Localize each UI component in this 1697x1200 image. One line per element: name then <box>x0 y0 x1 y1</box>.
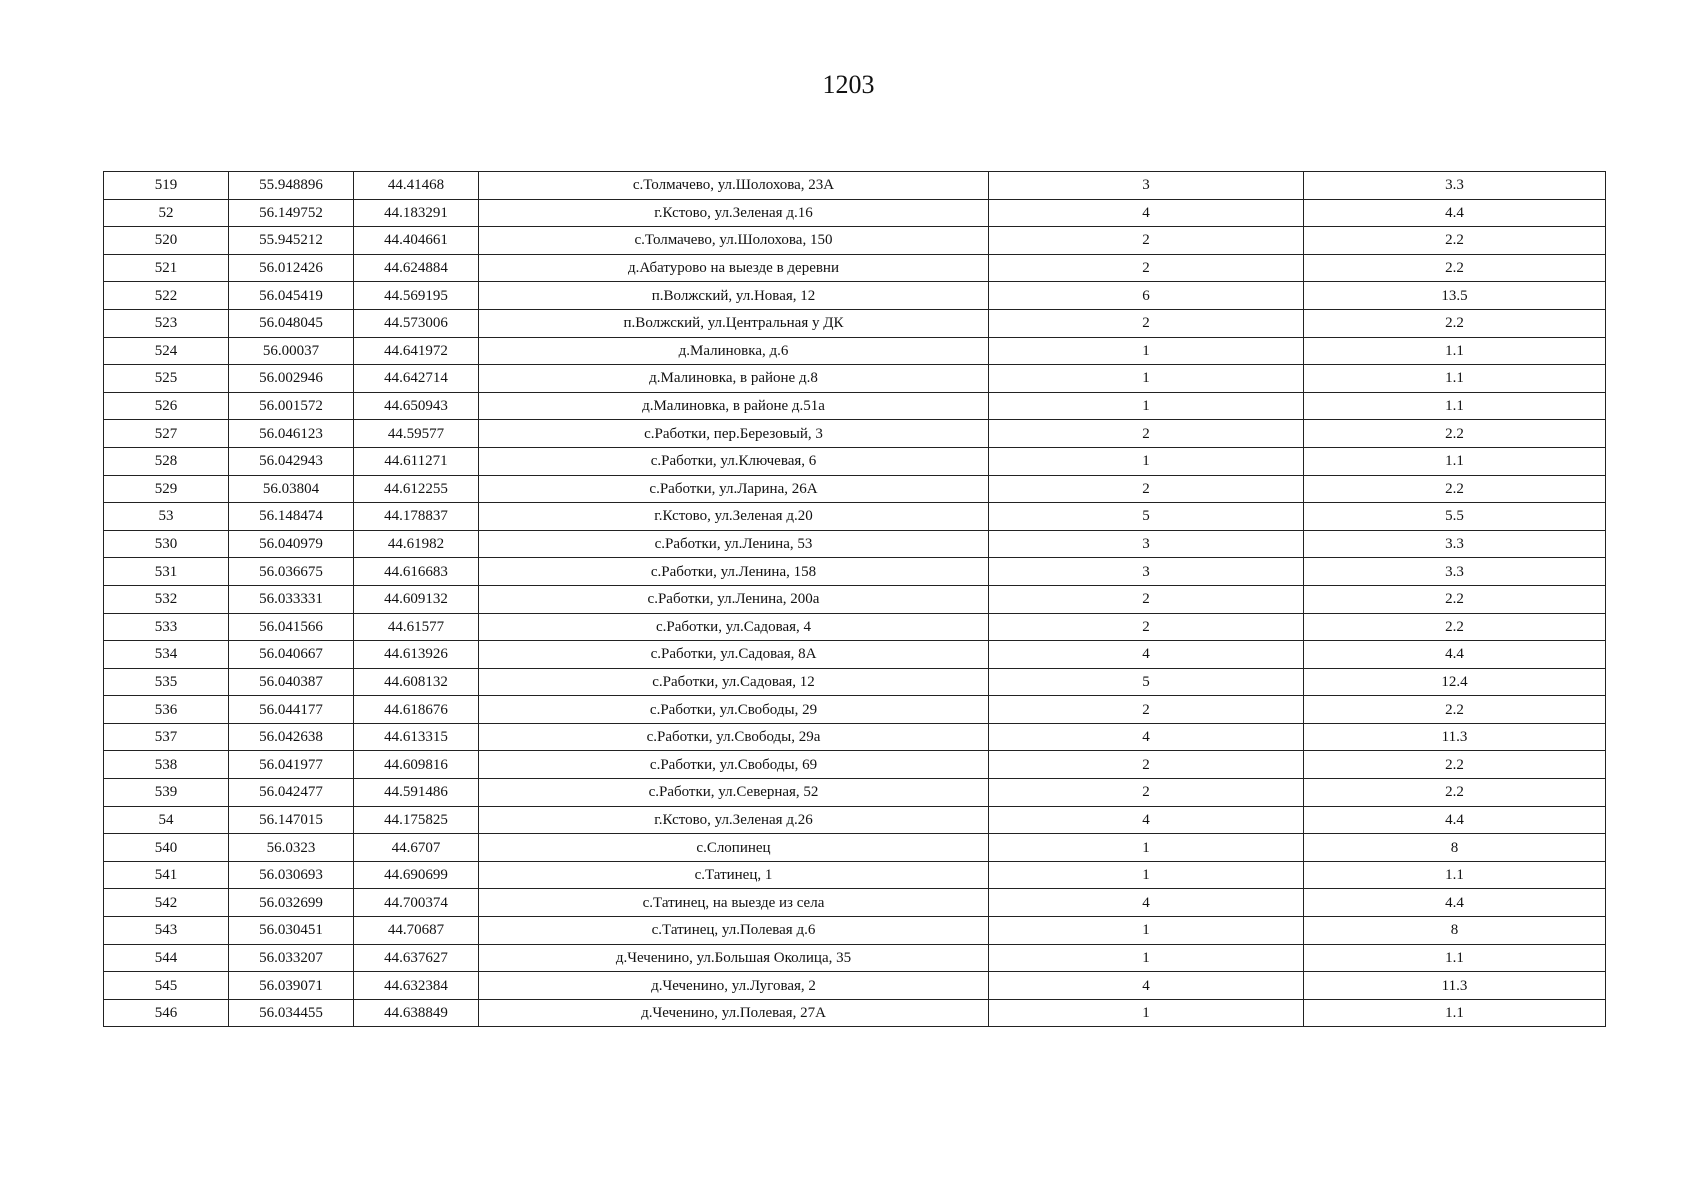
latitude-cell: 56.046123 <box>229 420 354 448</box>
count-cell: 1 <box>989 999 1304 1027</box>
address-cell: с.Работки, ул.Ленина, 158 <box>479 558 989 586</box>
count-cell: 3 <box>989 172 1304 200</box>
address-cell: д.Абатурово на выезде в деревни <box>479 254 989 282</box>
longitude-cell: 44.637627 <box>354 944 479 972</box>
latitude-cell: 56.040387 <box>229 668 354 696</box>
address-cell: г.Кстово, ул.Зеленая д.20 <box>479 503 989 531</box>
longitude-cell: 44.624884 <box>354 254 479 282</box>
row-number-cell: 531 <box>104 558 229 586</box>
longitude-cell: 44.690699 <box>354 861 479 889</box>
row-number-cell: 542 <box>104 889 229 917</box>
row-number-cell: 526 <box>104 392 229 420</box>
longitude-cell: 44.183291 <box>354 199 479 227</box>
row-number-cell: 520 <box>104 227 229 255</box>
row-number-cell: 538 <box>104 751 229 779</box>
latitude-cell: 56.045419 <box>229 282 354 310</box>
table-row <box>104 365 1606 393</box>
table-row <box>104 420 1606 448</box>
address-cell: д.Чеченино, ул.Луговая, 2 <box>479 972 989 1000</box>
address-cell: г.Кстово, ул.Зеленая д.26 <box>479 806 989 834</box>
table-row <box>104 227 1606 255</box>
volume-cell: 1.1 <box>1304 392 1606 420</box>
count-cell: 2 <box>989 613 1304 641</box>
count-cell: 1 <box>989 365 1304 393</box>
volume-cell: 4.4 <box>1304 889 1606 917</box>
count-cell: 4 <box>989 641 1304 669</box>
latitude-cell: 56.033331 <box>229 585 354 613</box>
count-cell: 3 <box>989 558 1304 586</box>
latitude-cell: 56.033207 <box>229 944 354 972</box>
table-row <box>104 172 1606 200</box>
table-row <box>104 779 1606 807</box>
longitude-cell: 44.178837 <box>354 503 479 531</box>
table-row <box>104 723 1606 751</box>
count-cell: 1 <box>989 861 1304 889</box>
volume-cell: 2.2 <box>1304 751 1606 779</box>
count-cell: 1 <box>989 337 1304 365</box>
table-row <box>104 641 1606 669</box>
count-cell: 1 <box>989 944 1304 972</box>
latitude-cell: 56.03804 <box>229 475 354 503</box>
latitude-cell: 56.048045 <box>229 309 354 337</box>
longitude-cell: 44.6707 <box>354 834 479 862</box>
latitude-cell: 55.945212 <box>229 227 354 255</box>
latitude-cell: 56.039071 <box>229 972 354 1000</box>
latitude-cell: 56.00037 <box>229 337 354 365</box>
table-row <box>104 503 1606 531</box>
count-cell: 4 <box>989 889 1304 917</box>
table-row <box>104 972 1606 1000</box>
address-cell: с.Работки, ул.Садовая, 12 <box>479 668 989 696</box>
latitude-cell: 56.040979 <box>229 530 354 558</box>
longitude-cell: 44.641972 <box>354 337 479 365</box>
row-number-cell: 529 <box>104 475 229 503</box>
count-cell: 5 <box>989 503 1304 531</box>
longitude-cell: 44.591486 <box>354 779 479 807</box>
count-cell: 5 <box>989 668 1304 696</box>
longitude-cell: 44.569195 <box>354 282 479 310</box>
volume-cell: 1.1 <box>1304 447 1606 475</box>
volume-cell: 2.2 <box>1304 227 1606 255</box>
longitude-cell: 44.70687 <box>354 917 479 945</box>
row-number-cell: 522 <box>104 282 229 310</box>
address-cell: с.Татинец, на выезде из села <box>479 889 989 917</box>
latitude-cell: 56.030693 <box>229 861 354 889</box>
row-number-cell: 528 <box>104 447 229 475</box>
address-cell: с.Работки, ул.Свободы, 69 <box>479 751 989 779</box>
address-cell: с.Работки, ул.Садовая, 4 <box>479 613 989 641</box>
longitude-cell: 44.632384 <box>354 972 479 1000</box>
volume-cell: 5.5 <box>1304 503 1606 531</box>
row-number-cell: 525 <box>104 365 229 393</box>
table-body <box>104 172 1606 1027</box>
longitude-cell: 44.616683 <box>354 558 479 586</box>
address-cell: д.Малиновка, д.6 <box>479 337 989 365</box>
latitude-cell: 56.041977 <box>229 751 354 779</box>
address-cell: с.Работки, ул.Северная, 52 <box>479 779 989 807</box>
volume-cell: 3.3 <box>1304 558 1606 586</box>
volume-cell: 2.2 <box>1304 585 1606 613</box>
row-number-cell: 53 <box>104 503 229 531</box>
address-cell: с.Работки, ул.Ключевая, 6 <box>479 447 989 475</box>
table-row <box>104 392 1606 420</box>
longitude-cell: 44.41468 <box>354 172 479 200</box>
address-cell: д.Малиновка, в районе д.51а <box>479 392 989 420</box>
row-number-cell: 52 <box>104 199 229 227</box>
table-row <box>104 199 1606 227</box>
data-table <box>103 171 1606 1027</box>
latitude-cell: 56.040667 <box>229 641 354 669</box>
latitude-cell: 56.148474 <box>229 503 354 531</box>
count-cell: 2 <box>989 309 1304 337</box>
latitude-cell: 56.149752 <box>229 199 354 227</box>
row-number-cell: 537 <box>104 723 229 751</box>
count-cell: 1 <box>989 917 1304 945</box>
latitude-cell: 56.042477 <box>229 779 354 807</box>
longitude-cell: 44.638849 <box>354 999 479 1027</box>
volume-cell: 4.4 <box>1304 199 1606 227</box>
table-row <box>104 861 1606 889</box>
table-row <box>104 585 1606 613</box>
count-cell: 3 <box>989 530 1304 558</box>
volume-cell: 11.3 <box>1304 972 1606 1000</box>
table-row <box>104 806 1606 834</box>
address-cell: с.Толмачево, ул.Шолохова, 23А <box>479 172 989 200</box>
row-number-cell: 532 <box>104 585 229 613</box>
count-cell: 4 <box>989 972 1304 1000</box>
address-cell: д.Чеченино, ул.Большая Околица, 35 <box>479 944 989 972</box>
count-cell: 2 <box>989 227 1304 255</box>
latitude-cell: 56.147015 <box>229 806 354 834</box>
table-row <box>104 668 1606 696</box>
row-number-cell: 523 <box>104 309 229 337</box>
count-cell: 2 <box>989 696 1304 724</box>
table-row <box>104 530 1606 558</box>
page-number: 1203 <box>822 70 875 99</box>
row-number-cell: 539 <box>104 779 229 807</box>
longitude-cell: 44.609816 <box>354 751 479 779</box>
table-row <box>104 751 1606 779</box>
row-number-cell: 534 <box>104 641 229 669</box>
volume-cell: 2.2 <box>1304 779 1606 807</box>
count-cell: 2 <box>989 254 1304 282</box>
table-row <box>104 889 1606 917</box>
table-row <box>104 558 1606 586</box>
table-row <box>104 999 1606 1027</box>
address-cell: с.Работки, пер.Березовый, 3 <box>479 420 989 448</box>
longitude-cell: 44.61982 <box>354 530 479 558</box>
volume-cell: 13.5 <box>1304 282 1606 310</box>
address-cell: п.Волжский, ул.Новая, 12 <box>479 282 989 310</box>
volume-cell: 2.2 <box>1304 254 1606 282</box>
table-row <box>104 447 1606 475</box>
address-cell: с.Татинец, 1 <box>479 861 989 889</box>
latitude-cell: 56.030451 <box>229 917 354 945</box>
volume-cell: 11.3 <box>1304 723 1606 751</box>
address-cell: с.Толмачево, ул.Шолохова, 150 <box>479 227 989 255</box>
longitude-cell: 44.650943 <box>354 392 479 420</box>
table-row <box>104 475 1606 503</box>
longitude-cell: 44.175825 <box>354 806 479 834</box>
latitude-cell: 56.042943 <box>229 447 354 475</box>
longitude-cell: 44.612255 <box>354 475 479 503</box>
row-number-cell: 536 <box>104 696 229 724</box>
address-cell: д.Малиновка, в районе д.8 <box>479 365 989 393</box>
row-number-cell: 54 <box>104 806 229 834</box>
volume-cell: 1.1 <box>1304 999 1606 1027</box>
longitude-cell: 44.611271 <box>354 447 479 475</box>
row-number-cell: 527 <box>104 420 229 448</box>
longitude-cell: 44.573006 <box>354 309 479 337</box>
table-row <box>104 337 1606 365</box>
address-cell: с.Работки, ул.Свободы, 29 <box>479 696 989 724</box>
row-number-cell: 540 <box>104 834 229 862</box>
latitude-cell: 56.044177 <box>229 696 354 724</box>
volume-cell: 3.3 <box>1304 172 1606 200</box>
volume-cell: 2.2 <box>1304 420 1606 448</box>
volume-cell: 8 <box>1304 834 1606 862</box>
longitude-cell: 44.61577 <box>354 613 479 641</box>
address-cell: д.Чеченино, ул.Полевая, 27А <box>479 999 989 1027</box>
row-number-cell: 543 <box>104 917 229 945</box>
row-number-cell: 544 <box>104 944 229 972</box>
longitude-cell: 44.404661 <box>354 227 479 255</box>
table-row <box>104 696 1606 724</box>
count-cell: 4 <box>989 723 1304 751</box>
count-cell: 1 <box>989 447 1304 475</box>
latitude-cell: 56.012426 <box>229 254 354 282</box>
volume-cell: 12.4 <box>1304 668 1606 696</box>
row-number-cell: 524 <box>104 337 229 365</box>
count-cell: 4 <box>989 199 1304 227</box>
address-cell: г.Кстово, ул.Зеленая д.16 <box>479 199 989 227</box>
address-cell: с.Татинец, ул.Полевая д.6 <box>479 917 989 945</box>
table-row <box>104 254 1606 282</box>
volume-cell: 2.2 <box>1304 613 1606 641</box>
count-cell: 6 <box>989 282 1304 310</box>
row-number-cell: 521 <box>104 254 229 282</box>
table-row <box>104 834 1606 862</box>
volume-cell: 2.2 <box>1304 475 1606 503</box>
volume-cell: 1.1 <box>1304 861 1606 889</box>
table-row <box>104 944 1606 972</box>
longitude-cell: 44.618676 <box>354 696 479 724</box>
latitude-cell: 56.042638 <box>229 723 354 751</box>
longitude-cell: 44.608132 <box>354 668 479 696</box>
volume-cell: 2.2 <box>1304 696 1606 724</box>
row-number-cell: 541 <box>104 861 229 889</box>
count-cell: 4 <box>989 806 1304 834</box>
longitude-cell: 44.642714 <box>354 365 479 393</box>
latitude-cell: 56.034455 <box>229 999 354 1027</box>
row-number-cell: 519 <box>104 172 229 200</box>
volume-cell: 4.4 <box>1304 806 1606 834</box>
volume-cell: 2.2 <box>1304 309 1606 337</box>
address-cell: с.Работки, ул.Ленина, 53 <box>479 530 989 558</box>
count-cell: 2 <box>989 751 1304 779</box>
latitude-cell: 56.041566 <box>229 613 354 641</box>
count-cell: 1 <box>989 834 1304 862</box>
longitude-cell: 44.609132 <box>354 585 479 613</box>
row-number-cell: 533 <box>104 613 229 641</box>
longitude-cell: 44.59577 <box>354 420 479 448</box>
volume-cell: 4.4 <box>1304 641 1606 669</box>
table-row <box>104 613 1606 641</box>
table-row <box>104 309 1606 337</box>
latitude-cell: 56.001572 <box>229 392 354 420</box>
count-cell: 2 <box>989 420 1304 448</box>
latitude-cell: 55.948896 <box>229 172 354 200</box>
latitude-cell: 56.0323 <box>229 834 354 862</box>
table-row <box>104 917 1606 945</box>
address-cell: п.Волжский, ул.Центральная у ДК <box>479 309 989 337</box>
row-number-cell: 530 <box>104 530 229 558</box>
address-cell: с.Работки, ул.Свободы, 29а <box>479 723 989 751</box>
volume-cell: 3.3 <box>1304 530 1606 558</box>
count-cell: 2 <box>989 779 1304 807</box>
count-cell: 2 <box>989 585 1304 613</box>
latitude-cell: 56.032699 <box>229 889 354 917</box>
longitude-cell: 44.613926 <box>354 641 479 669</box>
longitude-cell: 44.613315 <box>354 723 479 751</box>
count-cell: 1 <box>989 392 1304 420</box>
row-number-cell: 546 <box>104 999 229 1027</box>
volume-cell: 1.1 <box>1304 337 1606 365</box>
row-number-cell: 545 <box>104 972 229 1000</box>
longitude-cell: 44.700374 <box>354 889 479 917</box>
volume-cell: 1.1 <box>1304 365 1606 393</box>
row-number-cell: 535 <box>104 668 229 696</box>
table-row <box>104 282 1606 310</box>
address-cell: с.Слопинец <box>479 834 989 862</box>
latitude-cell: 56.002946 <box>229 365 354 393</box>
address-cell: с.Работки, ул.Ленина, 200а <box>479 585 989 613</box>
count-cell: 2 <box>989 475 1304 503</box>
address-cell: с.Работки, ул.Ларина, 26А <box>479 475 989 503</box>
address-cell: с.Работки, ул.Садовая, 8А <box>479 641 989 669</box>
volume-cell: 1.1 <box>1304 944 1606 972</box>
volume-cell: 8 <box>1304 917 1606 945</box>
latitude-cell: 56.036675 <box>229 558 354 586</box>
